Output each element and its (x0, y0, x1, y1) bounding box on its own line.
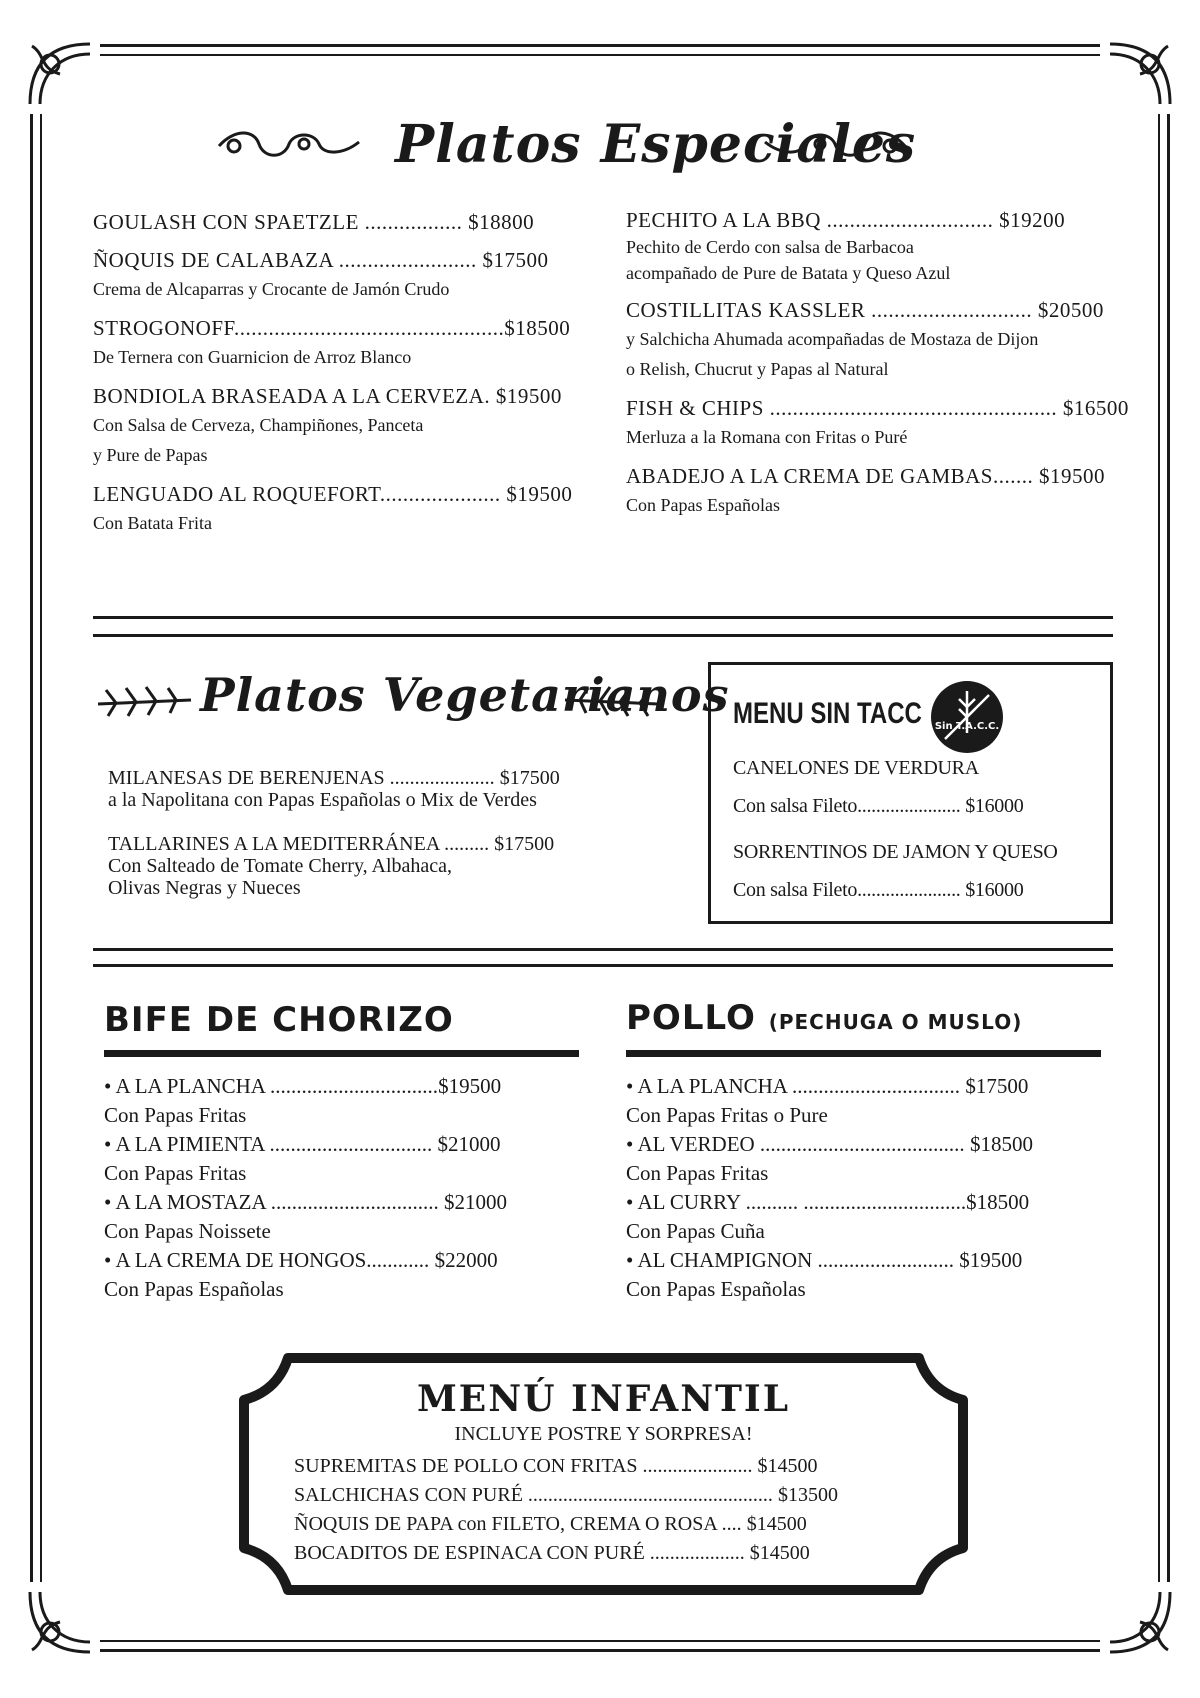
list-item: Con Papas Españolas (626, 1277, 806, 1301)
list-item: Con Papas Fritas o Pure (626, 1103, 828, 1127)
list-item: • AL VERDEO ....................................... $18500 (626, 1132, 1033, 1156)
item-price: $18800 (468, 210, 535, 234)
item-description: De Ternera con Guarnicion de Arroz Blanco (93, 347, 412, 367)
list-item: • A LA PLANCHA ................................$19500 (104, 1074, 502, 1098)
sin-tacc-logo-icon (929, 679, 1005, 755)
sin-tacc-item-name: CANELONES DE VERDURA (733, 757, 979, 779)
item-name: TALLARINES A LA MEDITERRÁNEA ......... (108, 833, 490, 855)
item-name: MILANESAS DE BERENJENAS ..................... (108, 767, 495, 789)
list-item: • AL CHAMPIGNON .......................... $19500 (626, 1248, 1023, 1272)
section-divider (93, 616, 1113, 619)
menu-item (93, 382, 603, 470)
leaf-branch-left-icon (96, 682, 196, 722)
item-description: Con Salteado de Tomate Cherry, Albahaca, (108, 855, 453, 877)
item-price: $16000 (965, 795, 1024, 817)
section-underline (626, 1050, 1101, 1057)
flourish-left-icon (214, 124, 364, 164)
item-description: Pechito de Cerdo con salsa de Barbacoa (626, 237, 914, 257)
menu-item (93, 314, 603, 372)
leaf-branch-right-icon (560, 682, 660, 722)
especiales-left-column (93, 208, 603, 548)
svg-text:Sin T.A.C.C.: Sin T.A.C.C. (934, 721, 1000, 732)
menu-item (626, 394, 1131, 452)
list-item: Con Papas Fritas (626, 1161, 769, 1185)
list-item: SUPREMITAS DE POLLO CON FRITAS ...................... $14500 (294, 1455, 818, 1477)
section-title-especiales: Platos Especiales (395, 114, 917, 175)
item-name: GOULASH CON SPAETZLE ................. (93, 210, 463, 234)
list-item: Con Papas Fritas (104, 1161, 247, 1185)
pollo-list (626, 1072, 1033, 1304)
item-price: $18500 (504, 316, 571, 340)
item-price: $17500 (494, 833, 555, 855)
section-divider (93, 634, 1113, 637)
menu-item (108, 833, 668, 899)
flourish-right-icon (760, 124, 910, 164)
corner-ornament-top-right-icon (1100, 34, 1180, 114)
list-item: ÑOQUIS DE PAPA con FILETO, CREMA O ROSA .... $14500 (294, 1513, 807, 1535)
list-item: Con Papas Cuña (626, 1219, 765, 1243)
item-description: Con Salsa de Cerveza, Champiñones, Panceta (93, 415, 424, 435)
item-name: COSTILLITAS KASSLER ............................ (626, 298, 1033, 322)
item-description: Con salsa Fileto...................... (733, 795, 961, 817)
item-name: LENGUADO AL ROQUEFORT..................... (93, 482, 501, 506)
item-price: $19500 (495, 384, 562, 408)
corner-ornament-bottom-left-icon (20, 1582, 100, 1662)
item-description: y Salchicha Ahumada acompañadas de Mostaza de Dijon (626, 329, 1039, 349)
item-description: y Pure de Papas (93, 445, 208, 465)
item-price: $17500 (499, 767, 560, 789)
menu-item (93, 480, 603, 538)
list-item: BOCADITOS DE ESPINACA CON PURÉ ................... $14500 (294, 1542, 810, 1564)
item-price: $16000 (965, 879, 1024, 901)
section-title-bife: BIFE DE CHORIZO (104, 1000, 454, 1040)
item-price: $19200 (999, 208, 1066, 232)
list-item: Con Papas Españolas (104, 1277, 284, 1301)
item-description: Con Papas Españolas (626, 495, 780, 515)
sin-tacc-item-desc (733, 795, 1023, 818)
section-underline (104, 1050, 579, 1057)
menu-infantil-list (294, 1452, 838, 1568)
item-description: Crema de Alcaparras y Crocante de Jamón Crudo (93, 279, 450, 299)
menu-infantil-panel (236, 1350, 971, 1598)
list-item: Con Papas Noissete (104, 1219, 271, 1243)
list-item: • A LA PIMIENTA ............................... $21000 (104, 1132, 501, 1156)
section-title-vegetarianos: Platos Vegetarianos (200, 668, 730, 722)
item-name: BONDIOLA BRASEADA A LA CERVEZA. (93, 384, 491, 408)
menu-item (93, 208, 603, 236)
sin-tacc-item-name: SORRENTINOS DE JAMON Y QUESO (733, 841, 1058, 863)
menu-item (93, 246, 603, 304)
item-name: FISH & CHIPS .................................................. (626, 396, 1058, 420)
item-description: Con salsa Fileto...................... (733, 879, 961, 901)
especiales-right-column (626, 206, 1131, 530)
item-description: Olivas Negras y Nueces (108, 877, 301, 899)
section-divider (93, 948, 1113, 951)
menu-item (626, 206, 1131, 286)
item-name: STROGONOFF............................................... (93, 316, 505, 340)
section-title-pollo (626, 998, 1022, 1038)
sin-tacc-box (708, 662, 1113, 924)
menu-infantil-subtitle: INCLUYE POSTRE Y SORPRESA! (454, 1423, 753, 1445)
item-description: Merluza a la Romana con Fritas o Puré (626, 427, 908, 447)
list-item: Con Papas Fritas (104, 1103, 247, 1127)
menu-item (626, 462, 1131, 520)
corner-ornament-bottom-right-icon (1100, 1582, 1180, 1662)
item-name: ABADEJO A LA CREMA DE GAMBAS....... (626, 464, 1034, 488)
list-item: • A LA CREMA DE HONGOS............ $22000 (104, 1248, 498, 1272)
vegetarianos-list (108, 767, 668, 899)
sin-tacc-item-desc (733, 879, 1023, 902)
item-description: Con Batata Frita (93, 513, 212, 533)
item-description: o Relish, Chucrut y Papas al Natural (626, 359, 889, 379)
item-price: $16500 (1062, 396, 1129, 420)
menu-item (108, 767, 668, 811)
item-description: acompañado de Pure de Batata y Queso Azul (626, 263, 951, 283)
item-price: $19500 (506, 482, 573, 506)
list-item: • A LA MOSTAZA ................................ $21000 (104, 1190, 507, 1214)
pollo-subtitle: (PECHUGA O MUSLO) (768, 1010, 1023, 1034)
menu-infantil-title: MENÚ INFANTIL (416, 1378, 791, 1420)
item-price: $19500 (1038, 464, 1105, 488)
list-item: • AL CURRY .......... ...............................$18500 (626, 1190, 1030, 1214)
item-price: $20500 (1037, 298, 1104, 322)
bife-list (104, 1072, 507, 1304)
section-divider (93, 964, 1113, 967)
item-name: PECHITO A LA BBQ ............................. (626, 208, 994, 232)
corner-ornament-top-left-icon (20, 34, 100, 114)
item-price: $17500 (482, 248, 549, 272)
list-item: SALCHICHAS CON PURÉ ................................................. $13500 (294, 1484, 838, 1506)
item-name: ÑOQUIS DE CALABAZA ........................ (93, 248, 477, 272)
menu-item (626, 296, 1131, 384)
pollo-title-text: POLLO (626, 998, 756, 1038)
item-description: a la Napolitana con Papas Españolas o Mix de Verdes (108, 789, 537, 811)
sin-tacc-title: MENU SIN TACC (733, 697, 922, 730)
list-item: • A LA PLANCHA ................................ $17500 (626, 1074, 1029, 1098)
